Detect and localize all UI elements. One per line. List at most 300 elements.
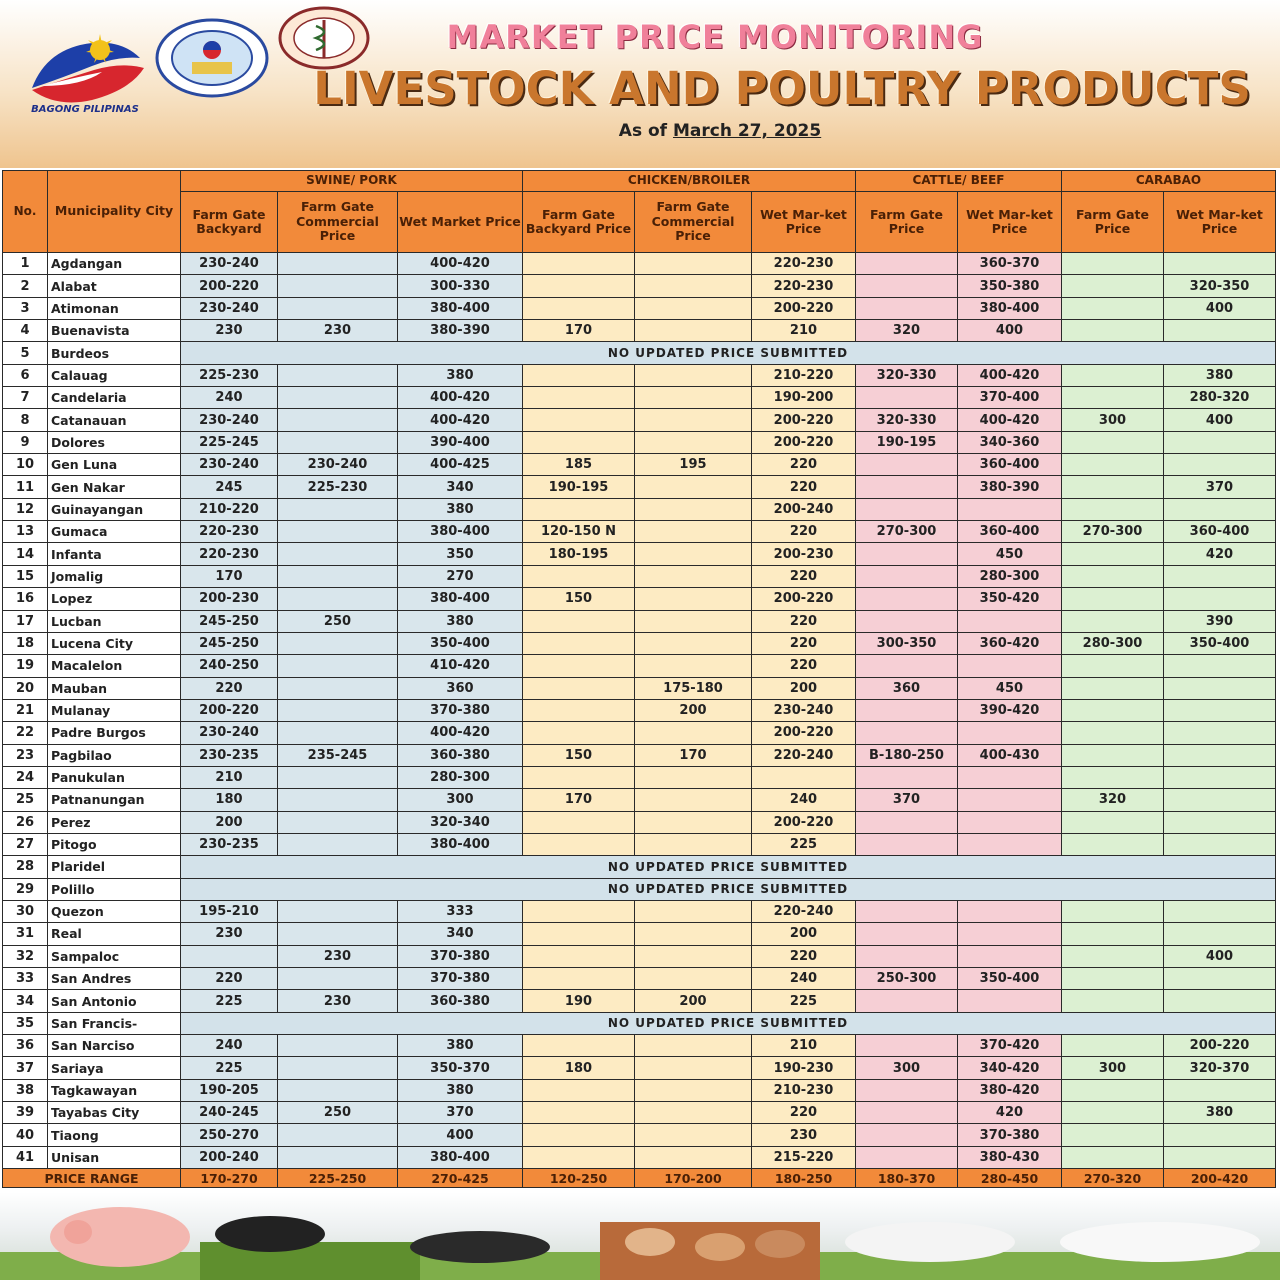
price-cell: 225 [181,1057,278,1079]
table-row [3,1146,1276,1168]
row-number: 19 [3,655,48,677]
table-row [3,766,1276,788]
price-cell [1164,565,1276,587]
municipality-name: Quezon [48,900,181,922]
price-cell [856,275,958,297]
price-cell: 180-195 [523,543,635,565]
price-cell [278,253,398,275]
price-cell: 400-420 [958,364,1062,386]
price-cell [856,476,958,498]
price-cell [1062,923,1164,945]
price-cell [635,253,752,275]
carabao-icon [1060,1222,1260,1262]
cattle-icon [845,1222,1015,1262]
table-row [3,431,1276,453]
price-cell [523,900,635,922]
municipality-name: Sampaloc [48,945,181,967]
price-cell [1062,744,1164,766]
price-cell: 240 [752,968,856,990]
row-number: 33 [3,968,48,990]
price-cell [635,364,752,386]
price-cell: 200-220 [752,588,856,610]
price-cell: 300-350 [856,632,958,654]
price-cell: 350-400 [398,632,523,654]
price-cell: 220-230 [752,275,856,297]
price-cell: 400 [958,320,1062,342]
price-cell [278,565,398,587]
price-cell: 360-400 [958,521,1062,543]
municipality-name: Candelaria [48,387,181,409]
price-cell: 350 [398,543,523,565]
price-cell [523,275,635,297]
table-row [3,521,1276,543]
price-cell [635,297,752,319]
municipality-name: Lopez [48,588,181,610]
price-cell [523,945,635,967]
price-cell: 220 [752,655,856,677]
price-cell: 400-420 [958,409,1062,431]
no-update-notice: NO UPDATED PRICE SUBMITTED [181,1012,1276,1034]
price-cell [1062,1124,1164,1146]
price-cell [1164,320,1276,342]
price-cell: 400-430 [958,744,1062,766]
municipality-name: Jomalig [48,565,181,587]
group-chicken-broiler: CHICKEN/BROILER [523,171,856,192]
table-row [3,409,1276,431]
price-cell: 450 [958,543,1062,565]
price-cell [1164,968,1276,990]
row-number: 1 [3,253,48,275]
price-cell: 200-220 [752,409,856,431]
price-cell: 280-300 [958,565,1062,587]
price-cell [635,476,752,498]
price-cell: 220 [752,610,856,632]
price-cell [1062,320,1164,342]
price-cell: 170 [635,744,752,766]
municipality-name: Catanauan [48,409,181,431]
price-cell: 200-220 [181,275,278,297]
price-cell [635,320,752,342]
price-cell [523,610,635,632]
price-cell: 210 [752,1035,856,1057]
price-cell: 240-245 [181,1102,278,1124]
price-cell: 350-400 [1164,632,1276,654]
price-cell [635,1079,752,1101]
price-cell [523,677,635,699]
price-cell [635,409,752,431]
row-number: 28 [3,856,48,878]
price-cell: 230-240 [278,454,398,476]
price-cell [1164,833,1276,855]
table-row [3,1012,1276,1034]
price-range-cell: 200-420 [1164,1169,1276,1188]
price-cell [278,297,398,319]
row-number: 20 [3,677,48,699]
price-cell: 390-400 [398,431,523,453]
price-cell: 230-240 [181,454,278,476]
price-cell [856,722,958,744]
price-cell [523,565,635,587]
price-cell [278,677,398,699]
price-cell [1164,811,1276,833]
price-cell [1164,1124,1276,1146]
no-update-notice: NO UPDATED PRICE SUBMITTED [181,878,1276,900]
table-row [3,945,1276,967]
price-cell [1164,900,1276,922]
price-cell [523,766,635,788]
price-cell: 380 [398,498,523,520]
price-cell: 380 [398,364,523,386]
price-cell [1062,968,1164,990]
price-cell [958,610,1062,632]
price-cell: 195 [635,454,752,476]
price-cell [856,454,958,476]
row-number: 10 [3,454,48,476]
price-cell [635,521,752,543]
price-cell: 200 [181,811,278,833]
table-row [3,900,1276,922]
price-cell: 270-300 [856,521,958,543]
price-cell [856,1146,958,1168]
price-cell: 220 [752,565,856,587]
price-cell [523,699,635,721]
price-cell: 300-330 [398,275,523,297]
price-cell [1062,990,1164,1012]
header-municipality: Municipality City [48,171,181,253]
price-cell: 210-230 [752,1079,856,1101]
price-cell [278,588,398,610]
price-cell: 380-420 [958,1079,1062,1101]
row-number: 15 [3,565,48,587]
price-cell: 380 [1164,364,1276,386]
price-cell: 245 [181,476,278,498]
table-row [3,722,1276,744]
price-cell: 340-360 [958,431,1062,453]
price-cell: 320-370 [1164,1057,1276,1079]
table-row [3,253,1276,275]
price-cell [523,364,635,386]
price-cell [635,498,752,520]
price-cell: 240 [752,789,856,811]
price-cell [1164,431,1276,453]
price-cell: 350-380 [958,275,1062,297]
price-range-cell: 170-270 [181,1169,278,1188]
subheader: Farm Gate Backyard Price [523,192,635,253]
price-cell: 230-240 [181,722,278,744]
price-cell [523,655,635,677]
price-cell: 370 [1164,476,1276,498]
price-cell [523,498,635,520]
subheader: Farm Gate Commercial Price [635,192,752,253]
price-cell [635,1057,752,1079]
table-row [3,610,1276,632]
row-number: 40 [3,1124,48,1146]
price-cell [278,1079,398,1101]
price-cell [278,1124,398,1146]
price-cell [635,1124,752,1146]
price-cell [635,543,752,565]
price-cell [856,297,958,319]
price-cell [523,811,635,833]
row-number: 13 [3,521,48,543]
price-cell: 380-430 [958,1146,1062,1168]
subheader: Farm Gate Backyard [181,192,278,253]
as-of-date: March 27, 2025 [672,121,822,141]
price-cell [856,655,958,677]
price-cell: 220 [752,945,856,967]
municipality-name: Panukulan [48,766,181,788]
table-row [3,275,1276,297]
price-cell: 360-380 [398,744,523,766]
price-cell [278,1057,398,1079]
price-cell: 190 [523,990,635,1012]
price-cell: 240 [181,387,278,409]
price-cell [523,833,635,855]
price-cell [1164,253,1276,275]
price-cell: 390 [1164,610,1276,632]
price-cell [856,1102,958,1124]
price-cell: 200 [635,990,752,1012]
price-cell [635,923,752,945]
no-update-notice: NO UPDATED PRICE SUBMITTED [181,856,1276,878]
price-cell [1062,610,1164,632]
price-cell [856,833,958,855]
price-cell: 170 [523,320,635,342]
municipality-name: Tayabas City [48,1102,181,1124]
price-cell: 200-220 [752,811,856,833]
price-cell: 420 [958,1102,1062,1124]
subheader: Farm Gate Commercial Price [278,192,398,253]
row-number: 4 [3,320,48,342]
municipality-name: Perez [48,811,181,833]
price-cell: 220-230 [181,543,278,565]
price-cell [523,1102,635,1124]
price-monitoring-table [2,170,1276,1188]
row-number: 22 [3,722,48,744]
price-cell [1062,677,1164,699]
price-cell: 150 [523,744,635,766]
price-cell [856,1079,958,1101]
price-cell [1062,655,1164,677]
price-cell [856,1124,958,1146]
table-row [3,1102,1276,1124]
municipality-name: Unisan [48,1146,181,1168]
title-market-price-monitoring: MARKET PRICE MONITORING [446,18,984,56]
row-number: 21 [3,699,48,721]
price-cell [1164,789,1276,811]
price-cell [958,945,1062,967]
table-row [3,342,1276,364]
table-row [3,454,1276,476]
price-cell: 250 [278,610,398,632]
price-cell: 370-380 [958,1124,1062,1146]
price-cell [856,565,958,587]
price-cell [278,409,398,431]
price-cell: 320 [856,320,958,342]
row-number: 17 [3,610,48,632]
price-cell: 370-380 [398,699,523,721]
price-cell: 210-220 [752,364,856,386]
price-cell: 380-400 [398,588,523,610]
table-row [3,1124,1276,1146]
price-cell [635,1035,752,1057]
row-number: 3 [3,297,48,319]
price-cell: 200-220 [181,699,278,721]
price-cell: 370-420 [958,1035,1062,1057]
table-row [3,1079,1276,1101]
price-cell: B-180-250 [856,744,958,766]
price-range-cell: 170-200 [635,1169,752,1188]
price-cell: 400-420 [398,253,523,275]
price-cell: 250 [278,1102,398,1124]
row-number: 36 [3,1035,48,1057]
price-cell [635,945,752,967]
row-number: 26 [3,811,48,833]
price-cell: 200-220 [1164,1035,1276,1057]
price-cell [1062,833,1164,855]
table-row [3,1057,1276,1079]
row-number: 18 [3,632,48,654]
price-cell: 230 [752,1124,856,1146]
price-cell: 250-270 [181,1124,278,1146]
quezon-province-seal [155,18,269,98]
row-number: 41 [3,1146,48,1168]
price-cell: 280-300 [398,766,523,788]
price-cell [523,722,635,744]
price-cell [856,923,958,945]
chicken-icon [625,1228,675,1256]
table-body [3,253,1276,1169]
price-cell [278,811,398,833]
report-header [0,0,1280,168]
row-number: 37 [3,1057,48,1079]
price-cell [278,722,398,744]
municipality-name: Patnanungan [48,789,181,811]
price-cell [856,588,958,610]
price-cell [523,968,635,990]
municipality-name: Agdangan [48,253,181,275]
price-cell [523,387,635,409]
price-cell: 300 [398,789,523,811]
price-cell: 280-300 [1062,632,1164,654]
price-cell: 360 [856,677,958,699]
price-cell [958,833,1062,855]
livestock-illustration [0,1192,1280,1280]
row-number: 8 [3,409,48,431]
row-number: 2 [3,275,48,297]
price-cell [958,923,1062,945]
municipality-name: Buenavista [48,320,181,342]
price-cell: 400-420 [398,722,523,744]
price-cell [1062,387,1164,409]
price-cell [958,990,1062,1012]
municipality-name: Macalelon [48,655,181,677]
row-number: 24 [3,766,48,788]
table-row [3,588,1276,610]
price-cell: 220-230 [752,253,856,275]
table-row [3,990,1276,1012]
price-cell: 225-230 [181,364,278,386]
price-cell [1062,476,1164,498]
price-cell [1164,699,1276,721]
municipality-name: Lucban [48,610,181,632]
price-cell [1164,588,1276,610]
price-cell [523,431,635,453]
price-cell: 230-240 [752,699,856,721]
price-cell [278,699,398,721]
municipality-name: Padre Burgos [48,722,181,744]
row-number: 29 [3,878,48,900]
price-cell [635,1102,752,1124]
price-cell: 220 [181,677,278,699]
municipality-name: Dolores [48,431,181,453]
price-cell: 200 [752,677,856,699]
price-cell [856,900,958,922]
price-cell [1062,1102,1164,1124]
price-cell [635,833,752,855]
price-cell: 400-420 [398,387,523,409]
price-cell [856,1035,958,1057]
table-row [3,387,1276,409]
row-number: 6 [3,364,48,386]
municipality-name: Plaridel [48,856,181,878]
price-cell: 270 [398,565,523,587]
price-cell: 220 [181,968,278,990]
municipality-name: Guinayangan [48,498,181,520]
row-number: 9 [3,431,48,453]
municipality-name: Lucena City [48,632,181,654]
table-row [3,364,1276,386]
table-row [3,744,1276,766]
price-cell: 320-330 [856,364,958,386]
row-number: 31 [3,923,48,945]
price-cell: 190-230 [752,1057,856,1079]
price-cell: 240-250 [181,655,278,677]
price-range-cell: 280-450 [958,1169,1062,1188]
table-row [3,655,1276,677]
price-cell: 235-245 [278,744,398,766]
price-cell [1062,699,1164,721]
price-cell: 380 [398,610,523,632]
table-row [3,543,1276,565]
price-cell: 400 [1164,945,1276,967]
price-cell [635,811,752,833]
table-row [3,297,1276,319]
price-cell: 370 [856,789,958,811]
price-cell [1164,498,1276,520]
price-cell: 380-400 [958,297,1062,319]
price-cell: 190-205 [181,1079,278,1101]
price-cell [278,1035,398,1057]
municipality-name: Real [48,923,181,945]
municipality-name: Gumaca [48,521,181,543]
table-row [3,476,1276,498]
price-cell: 380 [398,1035,523,1057]
price-cell: 400 [1164,409,1276,431]
price-cell: 120-150 N [523,521,635,543]
municipality-name: Polillo [48,878,181,900]
price-cell: 370 [398,1102,523,1124]
price-cell: 220-230 [181,521,278,543]
price-cell [958,766,1062,788]
price-cell [856,498,958,520]
table-row [3,811,1276,833]
price-cell [1164,1146,1276,1168]
price-cell [635,610,752,632]
table-row [3,677,1276,699]
table-row [3,1035,1276,1057]
price-cell: 225 [181,990,278,1012]
